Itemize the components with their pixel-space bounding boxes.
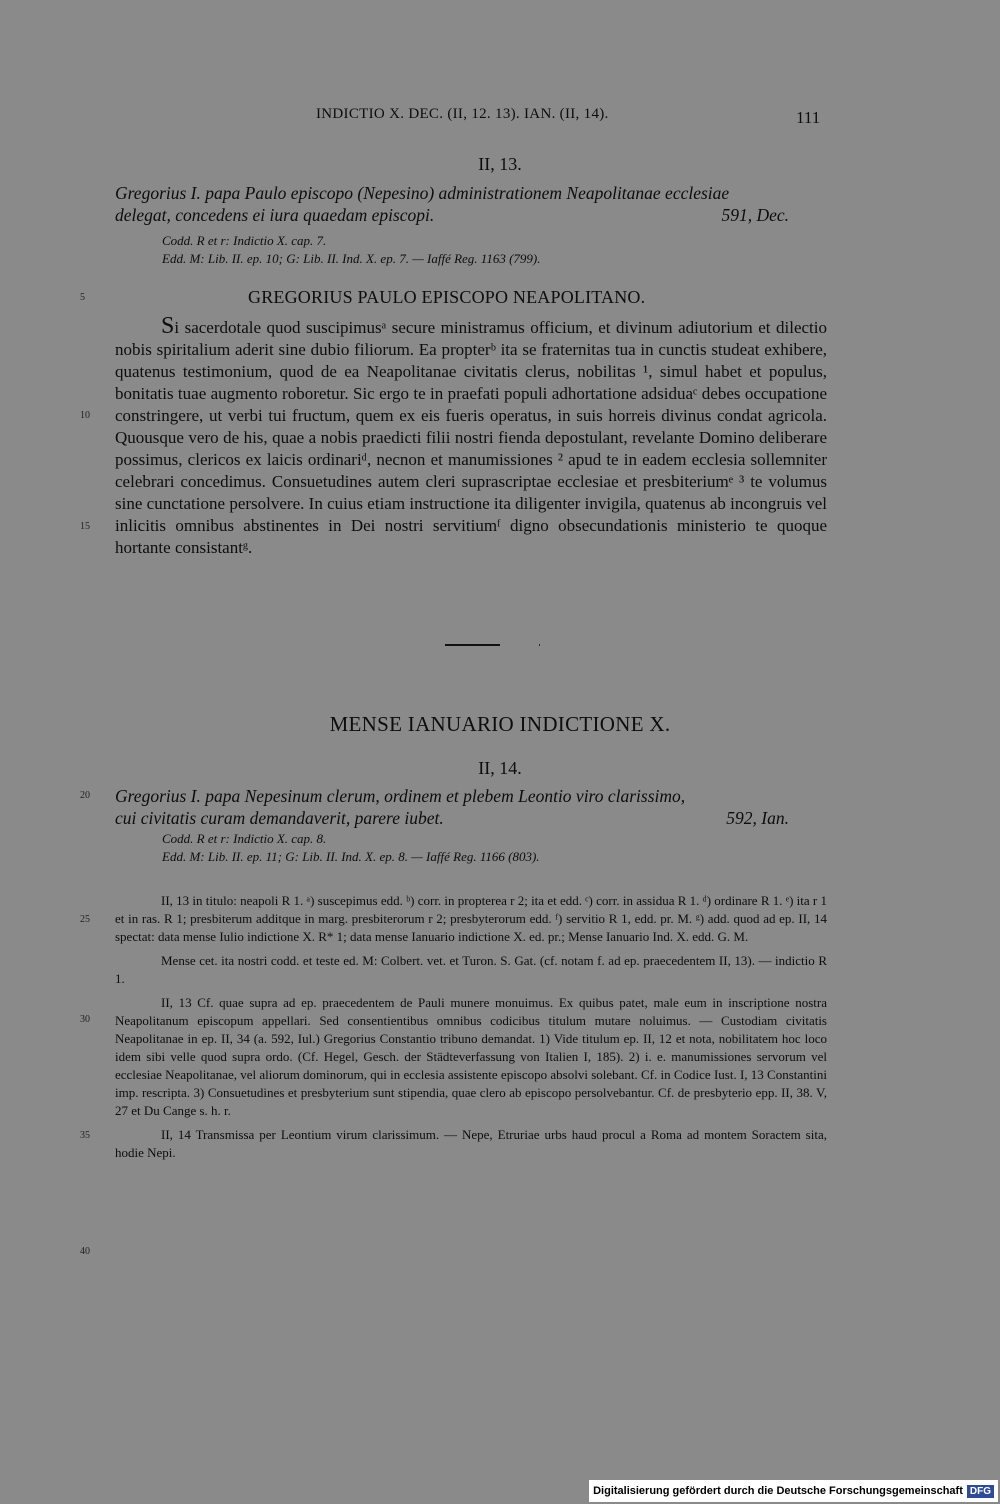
section-heading: MENSE IANUARIO INDICTIONE X. bbox=[329, 712, 671, 736]
line-number: 5 bbox=[80, 292, 85, 303]
dfg-logo: DFG bbox=[967, 1485, 994, 1498]
footer-text: Digitalisierung gefördert durch die Deutsche Forschungsgemeinschaft bbox=[593, 1485, 963, 1497]
letter-date: 591, Dec. bbox=[721, 205, 789, 225]
ornament-divider bbox=[440, 642, 540, 648]
letter-number: II, 13. bbox=[478, 154, 522, 174]
letter-date: 592, Ian. bbox=[726, 808, 789, 828]
line-number: 20 bbox=[80, 790, 90, 801]
regest-line: Gregorius I. papa Paulo episcopo (Nepesino) administrationem Neapolitanae ecclesiae bbox=[115, 183, 730, 203]
apparatus-note: II, 13 in titulo: neapoli R 1. ᵃ) suscepimus edd. ᵇ) corr. in propterea r 2; ita et edd. ᶜ) corr. in assidua R 1. ᵈ) ordinare R 1. ᵉ) ita r 1 et in ras. R 1; presbiterum additque in marg. presbiterorum r 2; presbyterorum edd. ᶠ) servitio R 1, edd. pr. M. ᵍ) add. quod ad ep. II, 14 spectat: data mense Iulio indictione X. R* 1; data mense Ianuario indictione X. ed. pr.; Mense Ianuario Ind. X. edd. G. M. bbox=[115, 893, 827, 944]
regest-line: Gregorius I. papa Nepesinum clerum, ordinem et plebem Leontio viro clarissimo, bbox=[115, 786, 686, 806]
line-number: 35 bbox=[80, 1130, 90, 1141]
line-number: 10 bbox=[80, 410, 90, 421]
commentary-note: II, 13 Cf. quae supra ad ep. praecedentem de Pauli munere monuimus. Ex quibus patet, male eum in inscriptione nostra Neapolitanum episcopum appellari. Sed consentientibus omnibus codicibus titulum mutare noluimus. — Custodiam civitatis Neapolitanae in ep. II, 34 (a. 592, Iul.) Gregorius Constantio tribuno demandat. 1) Vide titulum ep. II, 12 et nota, nobilitatem hoc loco idem sibi velle quod supra ordo. (Cf. Hegel, Gesch. der Städteverfassung von Italien I, 185). 2) i. e. manumissiones servorum vel ecclesiae Neapolitanae, vel aliorum dominorum, qui in ecclesia assistente episcopo absolvi solebant. Cf. in Codice Iust. I, 13 Constantini imp. rescripta. 3) Consuetudines et presbyterium sunt stipendia, quae clero ab episcopo persolvebantur. Cf. de presbyterio epp. II, 38. V, 27 et Du Cange s. h. r. bbox=[115, 995, 827, 1118]
codices-line: Codd. R et r: Indictio X. cap. 7. bbox=[162, 233, 327, 248]
letter-body bbox=[115, 315, 827, 559]
commentary-note: II, 14 Transmissa per Leontium virum clarissimum. — Nepe, Etruriae urbs haud procul a Roma ad montem Soractem sita, hodie Nepi. bbox=[115, 1127, 827, 1160]
line-number: 40 bbox=[80, 1246, 90, 1257]
letter-sources bbox=[162, 232, 541, 268]
line-number: 25 bbox=[80, 914, 90, 925]
letter-sources bbox=[162, 830, 540, 866]
dfg-footer bbox=[589, 1480, 998, 1502]
page-number: 111 bbox=[796, 108, 821, 127]
footnotes bbox=[115, 892, 827, 1162]
drop-initial: S bbox=[161, 313, 175, 339]
codices-line: Codd. R et r: Indictio X. cap. 8. bbox=[162, 831, 327, 846]
line-number: 30 bbox=[80, 1014, 90, 1025]
apparatus-note: Mense cet. ita nostri codd. et teste ed. M: Colbert. vet. et Turon. S. Gat. (cf. notam f. ad ep. praecedentem II, 13). — indictio R 1. bbox=[115, 953, 827, 986]
letter-addressee: GREGORIUS PAULO EPISCOPO NEAPOLITANO. bbox=[248, 287, 646, 307]
letter-regest bbox=[115, 785, 827, 829]
line-number: 15 bbox=[80, 521, 90, 532]
regest-line: delegat, concedens ei iura quaedam episcopi. bbox=[115, 205, 435, 225]
regest-line: cui civitatis curam demandaverit, parere iubet. bbox=[115, 808, 444, 828]
running-title: INDICTIO X. DEC. (II, 12. 13). IAN. (II, 14). bbox=[316, 106, 609, 122]
letter-regest bbox=[115, 182, 827, 226]
editions-line: Edd. M: Lib. II. ep. 11; G: Lib. II. Ind. X. ep. 8. — Iaffé Reg. 1166 (803). bbox=[162, 849, 540, 864]
letter-number: II, 14. bbox=[478, 758, 522, 778]
body-text: i sacerdotale quod suscipimusᵃ secure ministramus officium, et divinum adiutorium et dilectio nobis spiritalium aderit sine dubio filiorum. Ea propterᵇ ita se fraternitas tua in cunctis studeat exhibere, quatenus testimonium, quod de ea Neapolitanae civitatis clerus, nobilitas ¹, simul habet et populus, bonitatis tuae augmento roboretur. Sic ergo te in praefati populi adhortatione adsiduaᶜ debes occupatione constringere, ut verbi tui fructum, quem ex eis fueris operatus, in suis horreis divinus condat agricola. Quousque vero de his, quae a nobis praedicti filii nostri fienda depostulant, revelante Domino deliberare possimus, clericos ex laicis ordinariᵈ, necnon et manumissiones ² apud te in eadem ecclesia sollemniter celebrari concedimus. Consuetudines autem cleri suprascriptae ecclesiae et presbiteriumᵉ ³ te volumus sine cunctatione persolvere. In cuius etiam instructione ita diligenter invigila, quatenus ab incongruis vel inlicitis omnibus abstinentes in Dei nostri servitiumᶠ digno obsecundationis ministerio te quoque hortante consistantᵍ. bbox=[115, 318, 827, 557]
editions-line: Edd. M: Lib. II. ep. 10; G: Lib. II. Ind. X. ep. 7. — Iaffé Reg. 1163 (799). bbox=[162, 251, 541, 266]
